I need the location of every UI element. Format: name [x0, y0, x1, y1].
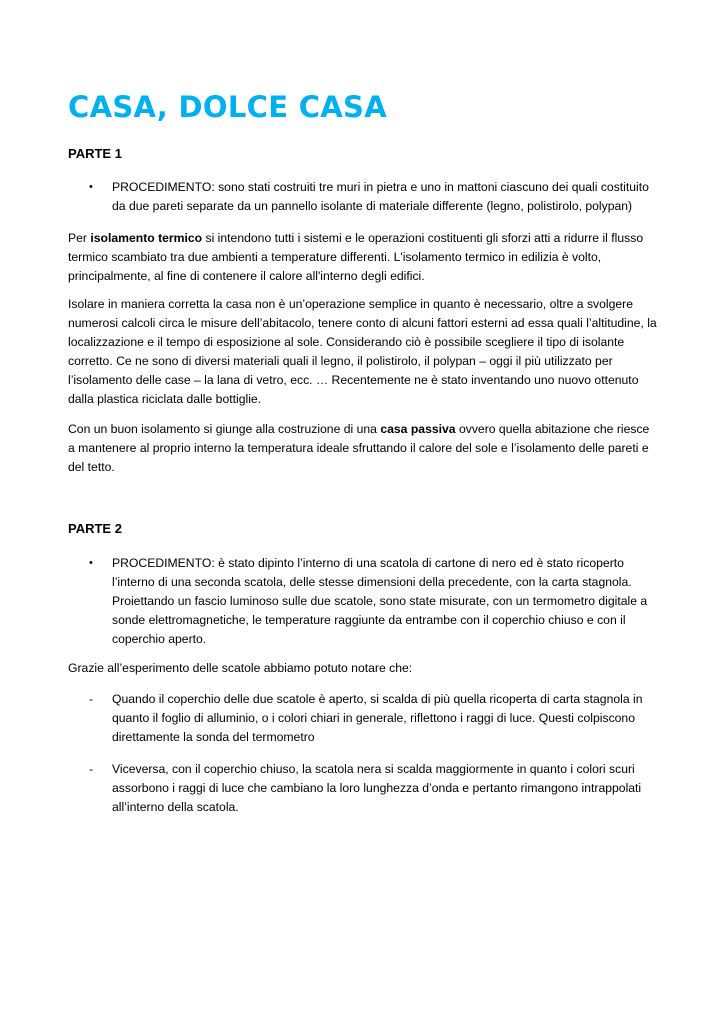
part2-intro: Grazie all’esperimento delle scatole abbiamo potuto notare che:	[68, 661, 413, 675]
bold-term-isolamento: isolamento termico	[90, 231, 203, 245]
part2-procedure-text: PROCEDIMENTO: è stato dipinto l’interno di una scatola di cartone di nero ed è stato ricoperto l’interno di una seconda scatola, delle stesse dimensioni della precedente, con la carta stagnola. Proiettando un fascio luminoso sulle due scatole, sono state misurate, con un termometro digitale a sonde elettromagnetiche, le temperature raggiunte da entrambe con il coperchio chiuso e con il coperchio aperto.	[112, 556, 648, 646]
bullet-marker: •	[89, 181, 93, 193]
part1-heading: PARTE 1	[68, 146, 122, 161]
bold-term-casa-passiva: casa passiva	[380, 422, 456, 436]
part1-procedure-text: PROCEDIMENTO: sono stati costruiti tre muri in pietra e uno in mattoni ciascuno dei quali costituito da due pareti separate da un pannello isolante di materiale differente (legno, polistirolo, polypan)	[112, 180, 649, 213]
bullet-marker: •	[89, 557, 93, 569]
part1-paragraph-2: Isolare in maniera corretta la casa non è un’operazione semplice in quanto è necessario, oltre a svolgere numerosi calcoli circa le misure dell’abitacolo, tenere conto di alcuni fattori esterni ad essa quali l’altitudine, la localizzazione e il tempo di esposizione al sole. Considerando ciò è possibile scegliere il tipo di isolante corretto. Ce ne sono di diversi materiali quali il legno, il polistirolo, il polypan – oggi il più utilizzato per l’isolamento delle case – la lana di vetro, ecc. … Recentemente ne è stato inventando uno nuovo ottenuto dalla plastica riciclata dalle bottiglie.	[68, 297, 657, 406]
part1-paragraph-3: Con un buon isolamento si giunge alla costruzione di una casa passiva ovvero quella abitazione che riesce a mantenere al proprio interno la temperatura ideale sfruttando il calore del sole e l’isolamento delle pareti e del tetto.	[68, 422, 650, 474]
part2-heading: PARTE 2	[68, 521, 122, 536]
dash-marker: -	[89, 692, 94, 706]
document-title: CASA, DOLCE CASA	[68, 90, 387, 124]
part1-paragraph-1: Per isolamento termico si intendono tutti i sistemi e le operazioni costituenti gli sforzi atti a ridurre il flusso termico scambiato tra due ambienti a temperature differenti. L'isolamento termico in edilizia è volto, principalmente, al fine di contenere il calore all'interno degli edifici.	[68, 231, 644, 283]
dash-item-2-text: Viceversa, con il coperchio chiuso, la scatola nera si scalda maggiormente in quanto i colori scuri assorbono i raggi di luce che cambiano la loro lunghezza d’onda e pertanto rimangono intrappolati all’interno della scatola.	[112, 762, 642, 814]
dash-marker: -	[89, 762, 94, 776]
dash-item-1-text: Quando il coperchio delle due scatole è aperto, si scalda di più quella ricoperta di carta stagnola in quanto il foglio di alluminio, o i colori chiari in generale, riflettono i raggi di luce. Questi colpiscono direttamente la sonda del termometro	[112, 692, 643, 744]
